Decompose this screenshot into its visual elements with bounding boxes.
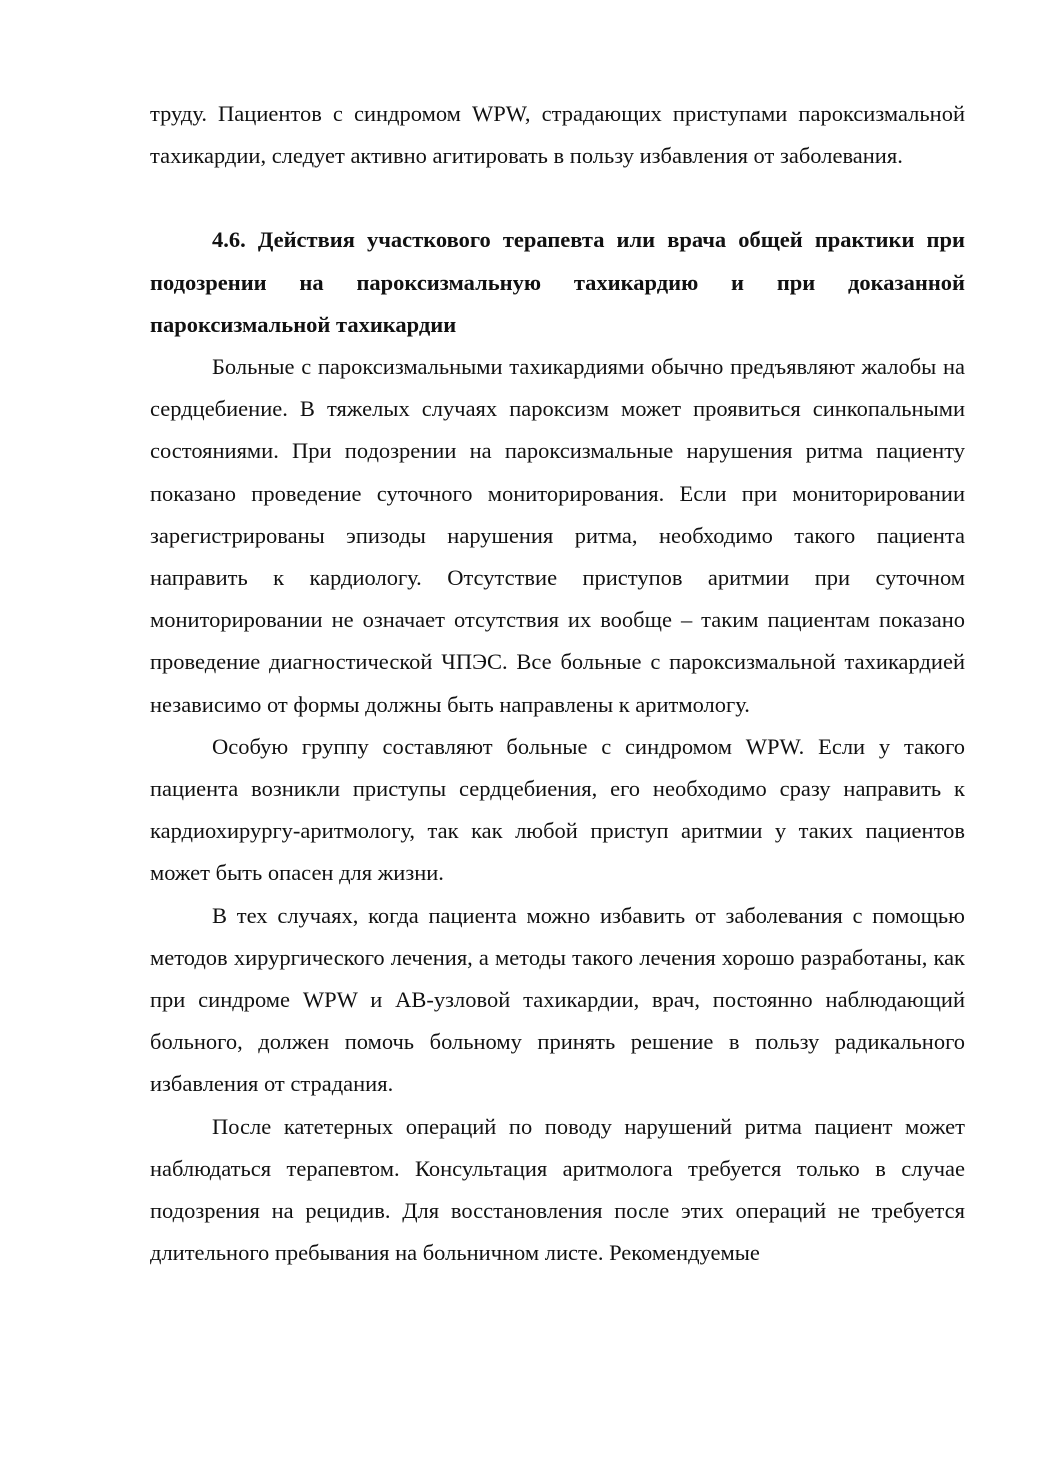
paragraph-wpw-group: Особую группу составляют больные с синдромом WPW. Если у такого пациента возникли приступы сердцебиения, его необходимо сразу направить к кардиохирургу-аритмологу, так как любой приступ аритмии у таких пациентов может быть опасен для жизни. [150, 733, 965, 886]
paragraph-post-operation: После катетерных операций по поводу нарушений ритма пациент может наблюдаться терапевтом. Консультация аритмолога требуется только в случае подозрения на рецидив. Для восстановления после этих операций не требуется длительного пребывания на больничном листе. Рекомендуемые [150, 1113, 965, 1266]
section-heading: 4.6. Действия участкового терапевта или врача общей практики при подозрении на пароксизмальную тахикардию и при доказанной пароксизмальной тахикардии [150, 227, 965, 337]
section-spacer [150, 177, 965, 219]
paragraph-surgical-treatment: В тех случаях, когда пациента можно избавить от заболевания с помощью методов хирургического лечения, а методы такого лечения хорошо разработаны, как при синдроме WPW и АВ-узловой тахикардии, врач, постоянно наблюдающий больного, должен помочь больному принять решение в пользу радикального избавления от страдания. [150, 902, 965, 1097]
paragraph-symptoms: Больные с пароксизмальными тахикардиями обычно предъявляют жалобы на сердцебиение. В тяжелых случаях пароксизм может проявиться синкопальными состояниями. При подозрении на пароксизмальные нарушения ритма пациенту показано проведение суточного мониторирования. Если при мониторировании зарегистрированы эпизоды нарушения ритма, необходимо такого пациента направить к кардиологу. Отсутствие приступов аритмии при суточном мониторировании не означает отсутствия их вообще – таким пациентам показано проведение диагностической ЧПЭС. Все больные с пароксизмальной тахикардией независимо от формы должны быть направлены к аритмологу. [150, 354, 965, 717]
lead-paragraph: труду. Пациентов с синдромом WPW, страдающих приступами пароксизмальной тахикардии, следует активно агитировать в пользу избавления от заболевания. [150, 101, 965, 169]
document-page [150, 93, 965, 1274]
